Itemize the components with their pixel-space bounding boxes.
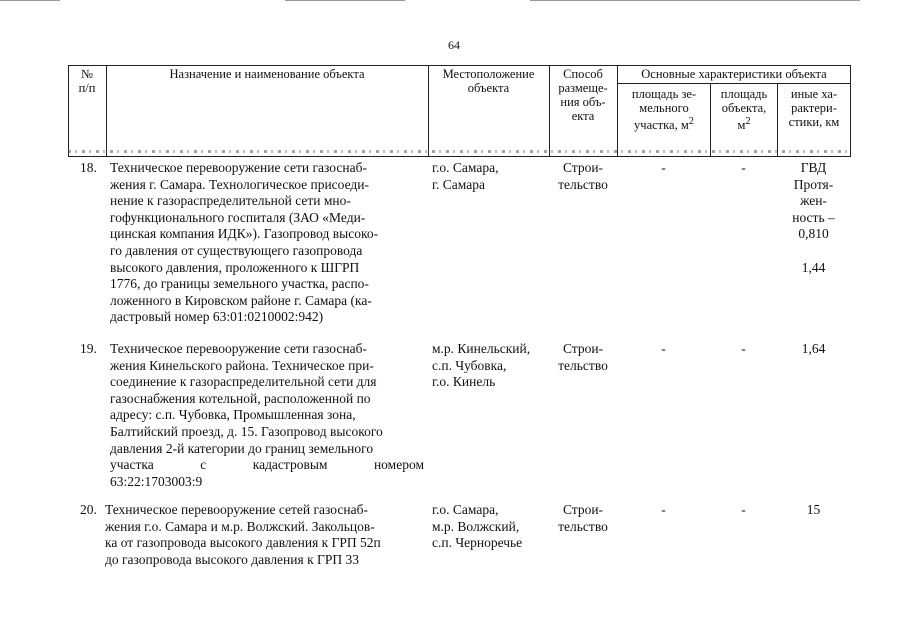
- row-object-area: -: [741, 502, 746, 517]
- scan-noise: [68, 150, 850, 153]
- header-method: Способ размеще- ния объ- екта: [558, 67, 608, 123]
- scan-edge-mark: [0, 0, 60, 1]
- row-method: Строи- тельство: [558, 341, 608, 373]
- header-other: [779, 87, 849, 129]
- header-land-area-text: площадь зе- мельного участка, $м^2$: [631, 87, 697, 133]
- header-main: Основные характеристики объекта: [641, 67, 827, 81]
- header-other-text: иные ха- рактери- стики, км: [788, 87, 840, 129]
- row-other: ГВД Протя- жен- ность – 0,810 1,44: [792, 160, 835, 275]
- scan-edge-mark: [530, 0, 860, 1]
- header-object-area: [712, 87, 776, 132]
- row-location: г.о. Самара, г. Самара: [432, 160, 499, 192]
- scan-edge-mark: [285, 0, 405, 1]
- row-name: Техническое перевооружение сети газоснаб- жения г. Самара. Технологическое присоеди- нение к газораспределительной сети мно- гофункционального госпиталя (ЗАО «Меди- цинская компания ИДК»). Газопровод высоко- го давления от существующего газопровода высокого давления, проложенного к ШГРП 1776, до границы земельного участка, распо- ложенного в Кировском районе г. Самара (ка- дастровый номер 63:01:0210002:942): [110, 160, 379, 325]
- row-land-area: -: [661, 502, 666, 517]
- row-object-area: -: [741, 160, 746, 175]
- row-method: Строи- тельство: [558, 502, 608, 534]
- row-method: Строи- тельство: [558, 160, 608, 192]
- row-number: 20.: [80, 502, 97, 517]
- row-other: 15: [806, 502, 821, 517]
- header-location: Местоположение объекта: [442, 67, 535, 95]
- row-location: м.р. Кинельский, с.п. Чубовка, г.о. Кинель: [432, 341, 531, 390]
- row-number: 18.: [80, 160, 97, 175]
- row-land-area: -: [661, 341, 666, 356]
- row-object-area: -: [741, 341, 746, 356]
- row-name: Техническое перевооружение сети газоснаб- жения Кинельского района. Техническое при- соединение к газораспределительной сети для газоснабжения котельной, расположенной по адресу: с.п. Чубовка, Промышленная зона, Балтийский проезд, д. 15. Газопровод высокого давления 2-й категории до границ земельного участка с кадастровым номером 63:22:1703003:9: [110, 341, 424, 489]
- row-name: Техническое перевооружение сетей газоснаб- жения г.о. Самара и м.р. Волжский. Закольцов- ка от газопровода высокого давления к ГРП 52п до газопровода высокого давления к ГРП 33: [105, 502, 381, 567]
- row-number: 19.: [80, 341, 97, 356]
- row-other: 1,64: [801, 341, 826, 356]
- header-name: Назначение и наименование объекта: [169, 67, 365, 81]
- header-land-area: [619, 87, 709, 132]
- row-land-area: -: [661, 160, 666, 175]
- header-object-area-text: площадь объекта, $м^2$: [720, 87, 768, 133]
- row-location: г.о. Самара, м.р. Волжский, с.п. Черноречье: [432, 502, 523, 551]
- header-num: № п/п: [78, 67, 96, 95]
- page-number: 64: [448, 38, 460, 52]
